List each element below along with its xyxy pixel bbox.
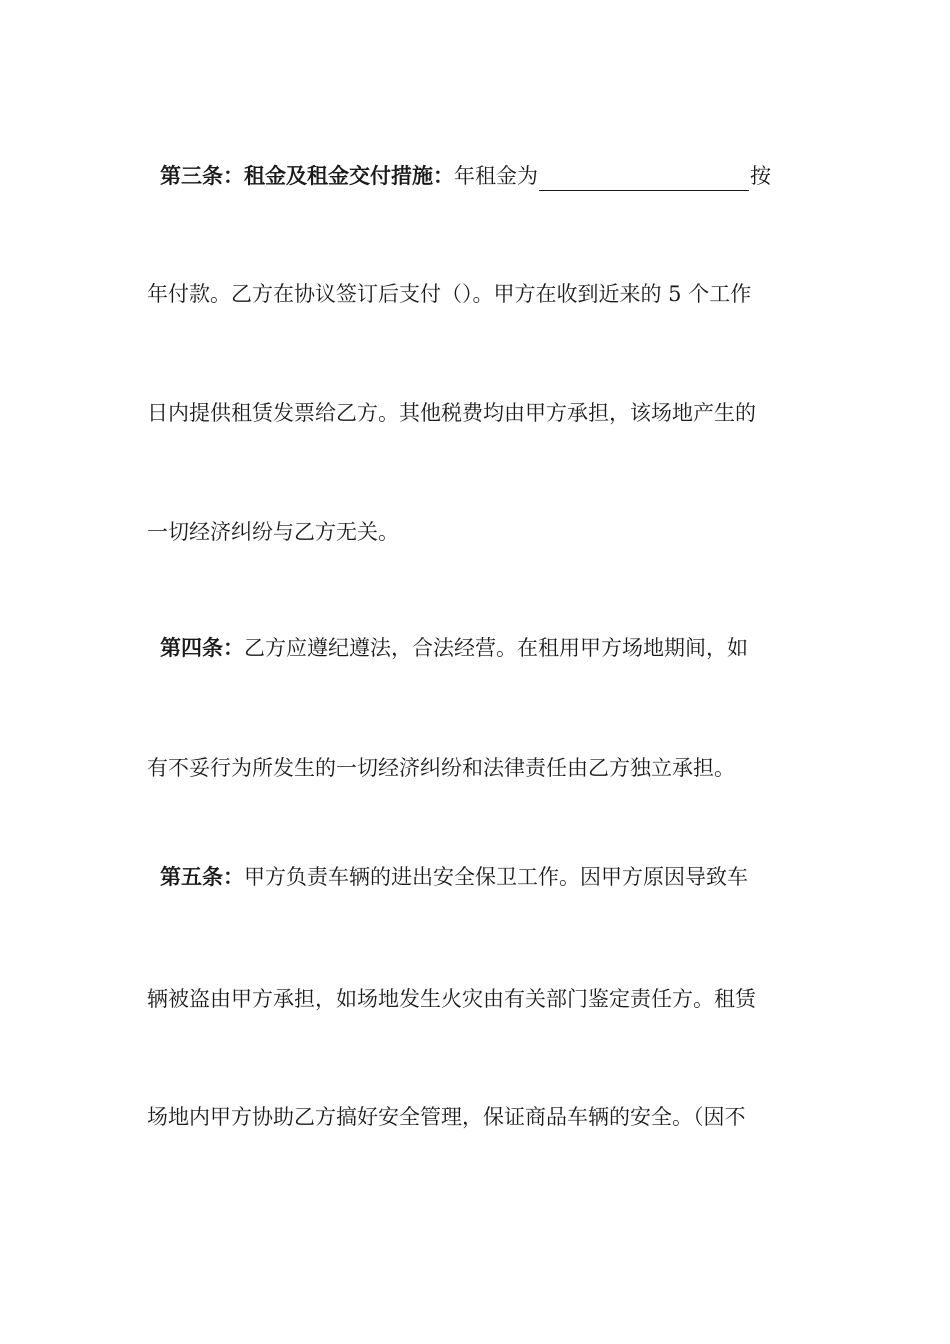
article4-line1 [160, 633, 820, 663]
article3-line4: 一切经济纠纷与乙方无关。 [147, 520, 399, 544]
article3-heading: 第三条：租金及租金交付措施： [160, 163, 454, 188]
article4-text: 乙方应遵纪遵法，合法经营。在租用甲方场地期间，如 [244, 636, 748, 660]
article5-line2: 辆被盗由甲方承担，如场地发生火灾由有关部门鉴定责任方。租赁 [147, 987, 756, 1011]
article3-per-text: 按 [750, 164, 771, 188]
article3-line3: 日内提供租赁发票给乙方。其他税费均由甲方承担，该场地产生的 [147, 401, 756, 425]
article5-text: 甲方负责车辆的进出安全保卫工作。因甲方原因导致车 [244, 865, 748, 889]
article3-rent-text: 年租金为 [454, 164, 538, 188]
rent-amount-blank [539, 166, 749, 191]
article5-heading: 第五条： [160, 864, 244, 889]
article4-line2: 有不妥行为所发生的一切经济纠纷和法律责任由乙方独立承担。 [147, 756, 735, 780]
article3-line1 [160, 161, 820, 191]
article5-line1 [160, 862, 820, 892]
article5-line3: 场地内甲方协助乙方搞好安全管理，保证商品车辆的安全。（因不 [147, 1105, 746, 1129]
article3-line2: 年付款。乙方在协议签订后支付（）。甲方在收到近来的 5 个工作 [147, 282, 752, 306]
article4-heading: 第四条： [160, 635, 244, 660]
